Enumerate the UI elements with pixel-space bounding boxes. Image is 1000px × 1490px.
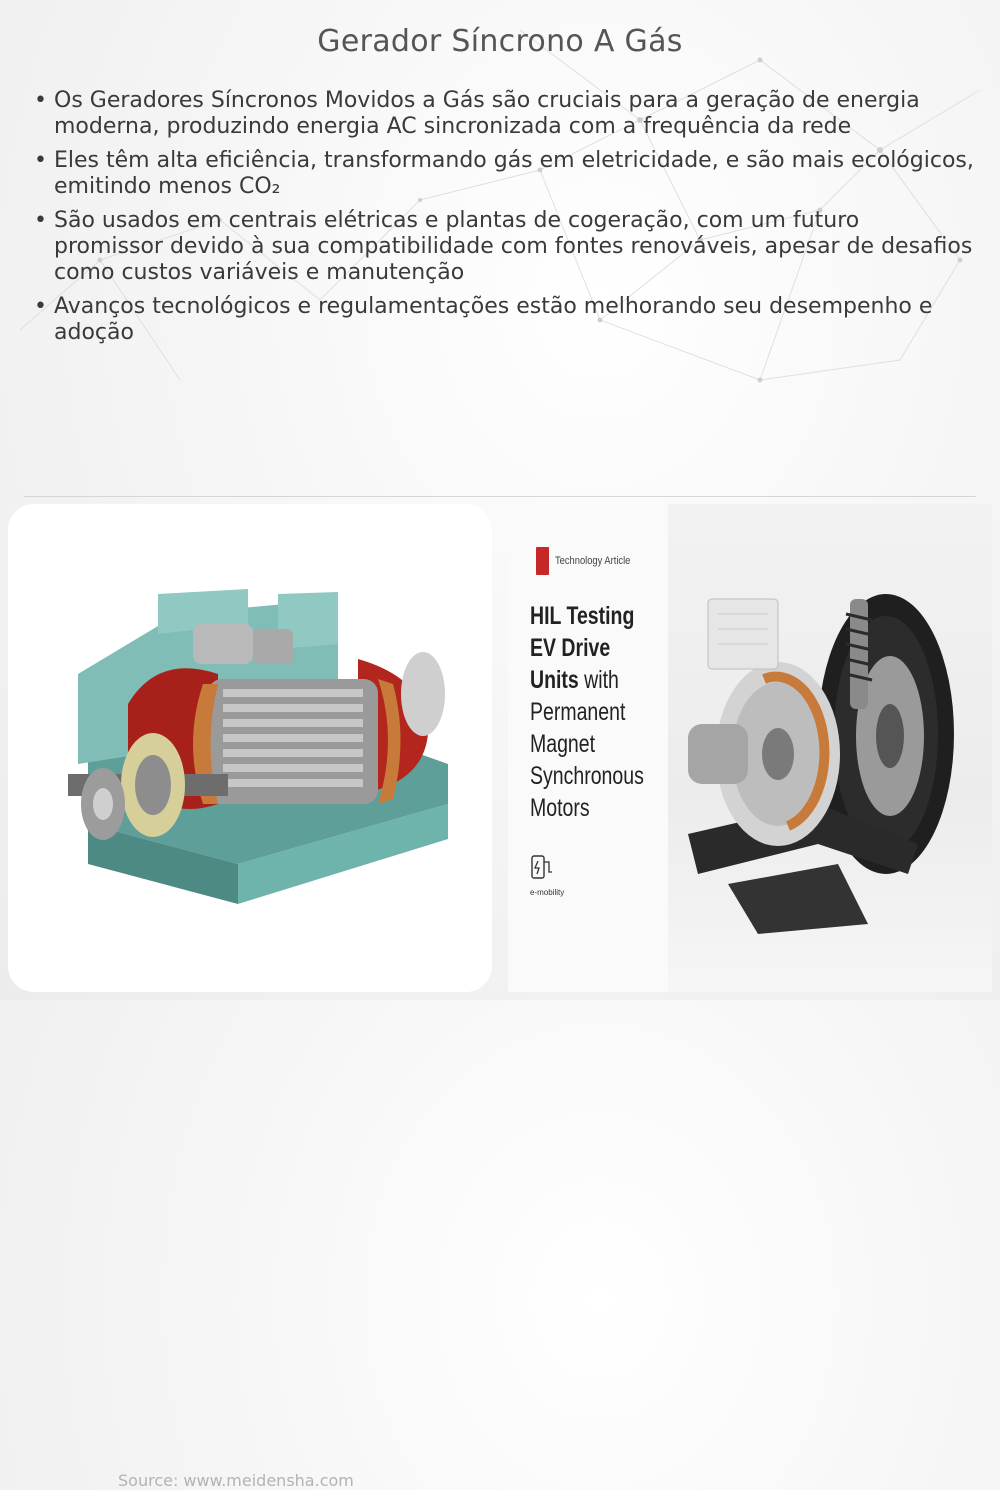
- bullet-item: • Os Geradores Síncronos Movidos a Gás são cruciais para a geração de energia moderna, produzindo energia AC sincronizada com a frequência da rede: [30, 88, 975, 140]
- brand-logo-icon: [536, 547, 549, 575]
- bullet-item: • São usados em centrais elétricas e plantas de cogeração, com um futuro promissor devido à sua compatibilidade com fontes renováveis, apesar de desafios como custos variáveis e manutenção: [30, 208, 975, 286]
- image-source-caption: Source: www.meidensha.com: [118, 1471, 354, 1490]
- bullet-item: • Avanços tecnológicos e regulamentações estão melhorando seu desempenho e adoção: [30, 294, 975, 346]
- e-mobility-label: e-mobility: [530, 888, 565, 897]
- article-tag: [536, 547, 644, 575]
- ebook-title-line: Magnet: [530, 730, 596, 758]
- article-tag-label: Technology Article: [555, 555, 631, 567]
- ev-drive-unit-photo: [668, 504, 992, 992]
- e-mobility-badge: [530, 852, 564, 897]
- section-divider: [24, 496, 976, 497]
- ebook-title-line: Permanent: [530, 698, 626, 726]
- ebook-title-line: Synchronous: [530, 762, 644, 790]
- charging-station-icon: [530, 852, 554, 882]
- page-title: Gerador Síncrono A Gás: [317, 24, 683, 59]
- ebook-title-line: EV Drive: [530, 634, 611, 662]
- ebook-title: [530, 600, 665, 824]
- bullet-list: [30, 88, 975, 354]
- ev-drive-unit-icon: [668, 504, 992, 992]
- ebook-title-line: Units: [530, 666, 579, 694]
- ebook-title-line: Motors: [530, 794, 590, 822]
- bullet-item: • Eles têm alta eficiência, transformando gás em eletricidade, e são mais ecológicos, emitindo menos CO₂: [30, 148, 975, 200]
- generator-cutaway-icon: [8, 504, 492, 992]
- ev-drive-image-card: [508, 504, 992, 992]
- generator-image-card: [8, 504, 492, 1490]
- ebook-cover: [508, 504, 668, 992]
- ebook-title-line: with: [584, 666, 619, 694]
- ebook-title-line: HIL Testing: [530, 602, 635, 630]
